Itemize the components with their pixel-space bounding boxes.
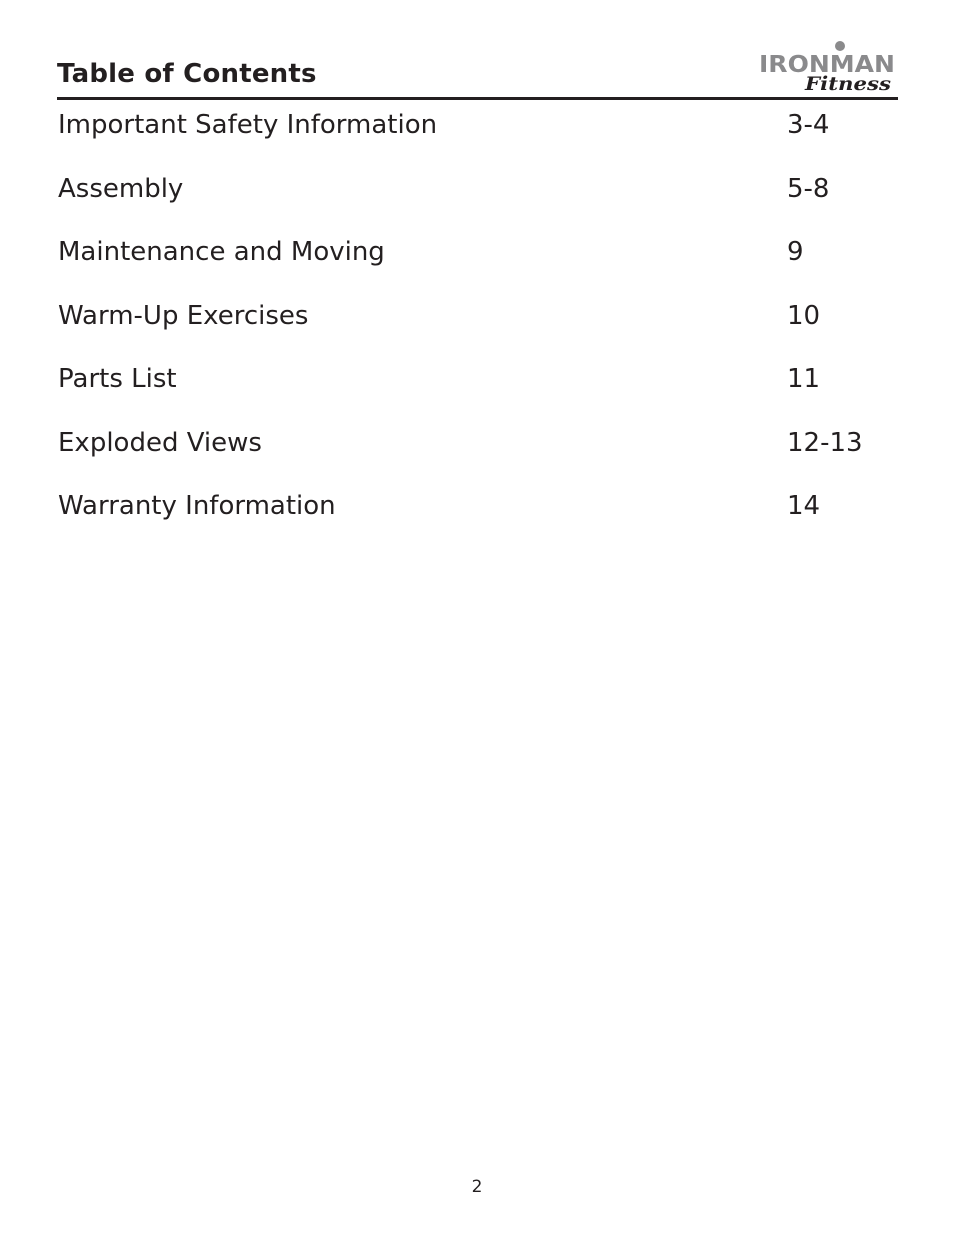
toc-entry-label: Maintenance and Moving xyxy=(58,237,385,267)
page-number: 2 xyxy=(471,1177,483,1197)
toc-entry-label: Warm-Up Exercises xyxy=(58,300,309,331)
header xyxy=(57,38,898,100)
toc-entry-label: Parts List xyxy=(58,364,177,394)
toc-entry-page: 12-13 xyxy=(787,427,863,458)
toc-entry[interactable] xyxy=(57,481,898,545)
table-of-contents xyxy=(57,100,898,545)
logo-script-text: Fitness xyxy=(803,73,892,95)
toc-entry-page: 14 xyxy=(787,491,821,521)
toc-entry-label: Important Safety Information xyxy=(58,110,438,140)
toc-entry-page: 3-4 xyxy=(787,110,830,140)
toc-entry[interactable] xyxy=(57,354,898,418)
page-title: Table of Contents xyxy=(57,59,317,89)
logo-brand-text: IRONMAN xyxy=(759,52,895,78)
toc-entry-page: 5-8 xyxy=(787,173,830,204)
toc-entry-page: 10 xyxy=(787,300,821,331)
toc-entry[interactable] xyxy=(57,100,898,164)
toc-entry-page: 9 xyxy=(787,237,804,267)
toc-entry[interactable] xyxy=(57,164,898,228)
toc-entry-label: Assembly xyxy=(58,173,184,204)
toc-entry-page: 11 xyxy=(787,364,821,394)
toc-entry[interactable] xyxy=(57,418,898,482)
toc-entry-label: Exploded Views xyxy=(58,427,262,458)
toc-entry[interactable] xyxy=(57,227,898,291)
toc-entry[interactable] xyxy=(57,291,898,355)
ironman-fitness-logo xyxy=(756,38,898,96)
toc-entry-label: Warranty Information xyxy=(58,491,336,521)
